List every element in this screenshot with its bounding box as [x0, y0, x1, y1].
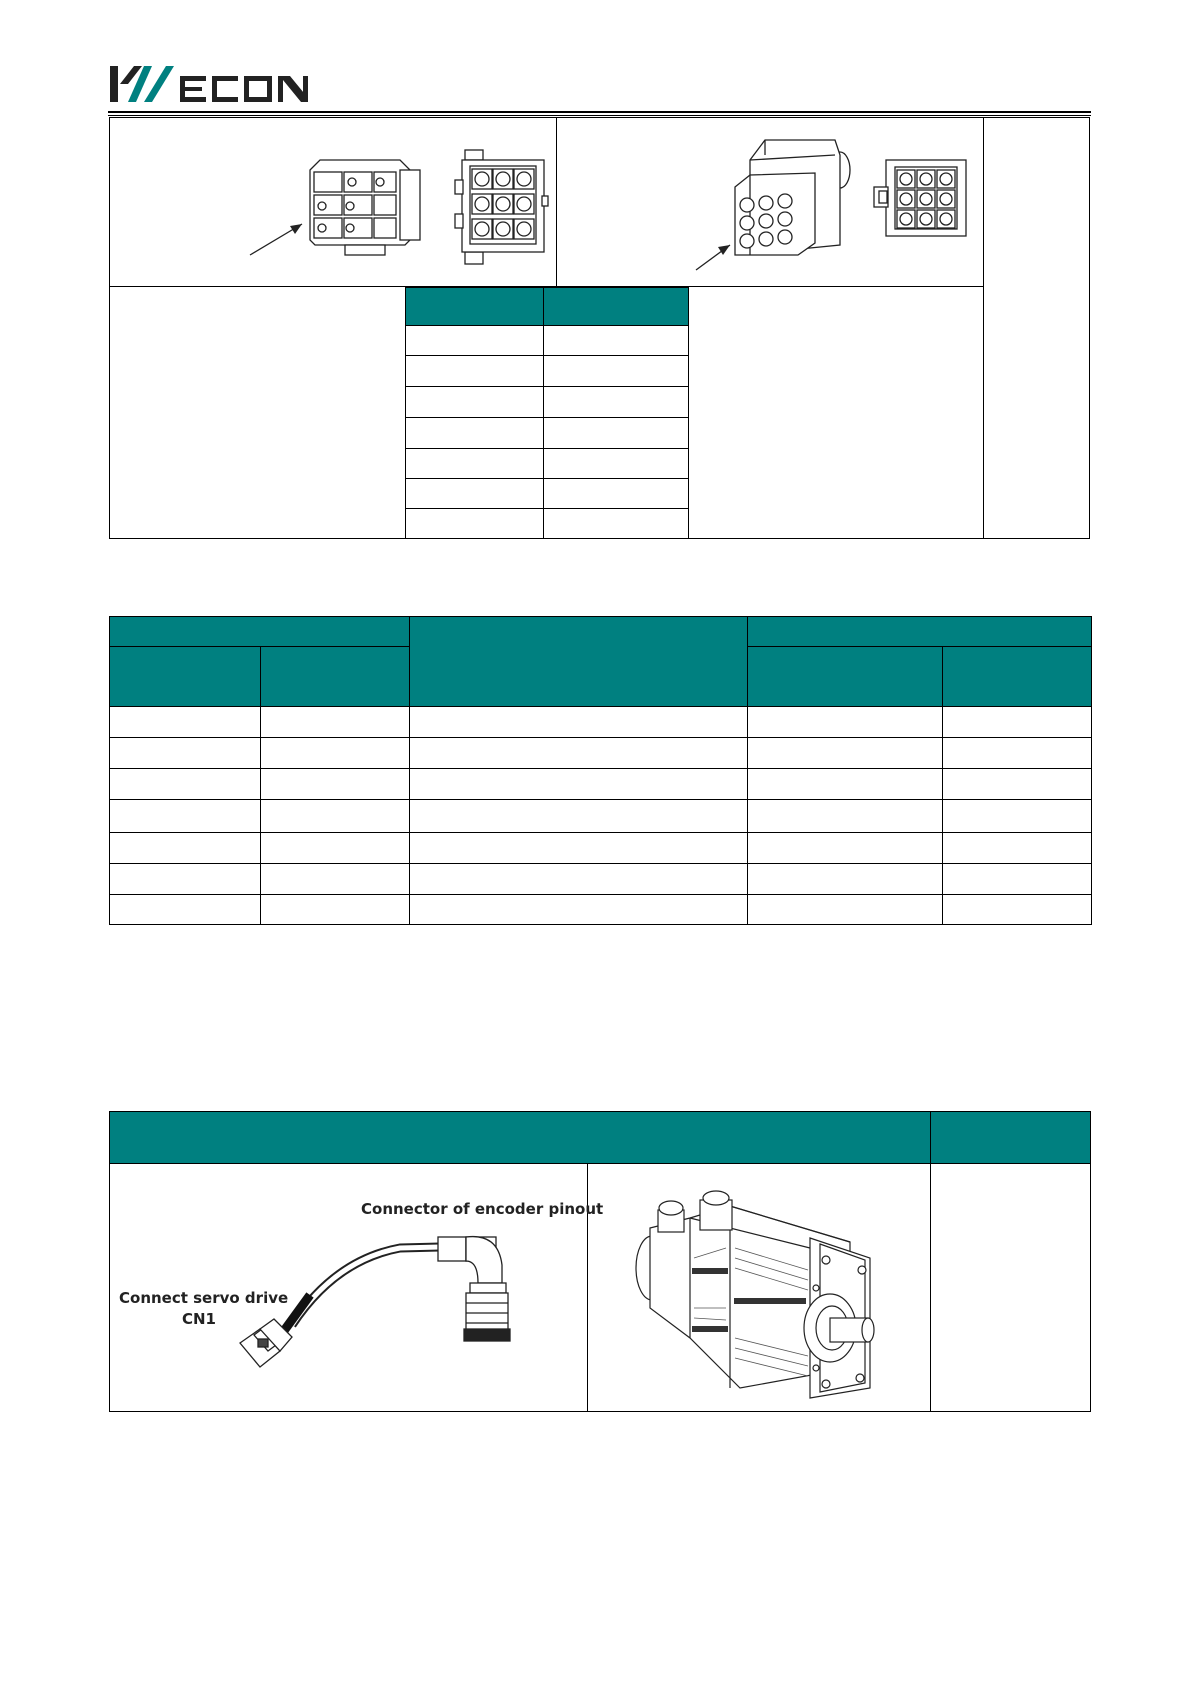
table-row [406, 356, 689, 387]
header-rule [108, 111, 1091, 113]
table-row [406, 326, 689, 356]
servo-drive-label: Connect servo drive [119, 1289, 289, 1307]
encoder-cable-header [110, 1112, 1090, 1163]
table-header-row [406, 288, 689, 326]
wecon-logo [108, 62, 318, 106]
table-row [110, 833, 1092, 864]
table-row [110, 864, 1092, 895]
drive-power-connector-drawing [240, 140, 550, 270]
encoder-cable-drawing [230, 1225, 530, 1375]
servo-drive-cn1-label: CN1 [182, 1310, 216, 1328]
table-row [110, 738, 1092, 769]
encoder-pin-table [109, 616, 1092, 925]
table-row [406, 509, 689, 539]
table-row [110, 707, 1092, 738]
table-row [406, 479, 689, 509]
table-row [406, 418, 689, 449]
motor-power-connector-drawing [690, 135, 975, 275]
table-row [110, 895, 1092, 925]
table-header-row [110, 617, 1092, 647]
table-row [110, 800, 1092, 833]
table-row [110, 769, 1092, 800]
power-pin-table [405, 287, 689, 539]
header-rule-thin [108, 115, 1091, 116]
table-row [406, 387, 689, 418]
encoder-pinout-label: Connector of encoder pinout [361, 1200, 604, 1218]
servo-motor-drawing [630, 1188, 880, 1408]
table-row [406, 449, 689, 479]
